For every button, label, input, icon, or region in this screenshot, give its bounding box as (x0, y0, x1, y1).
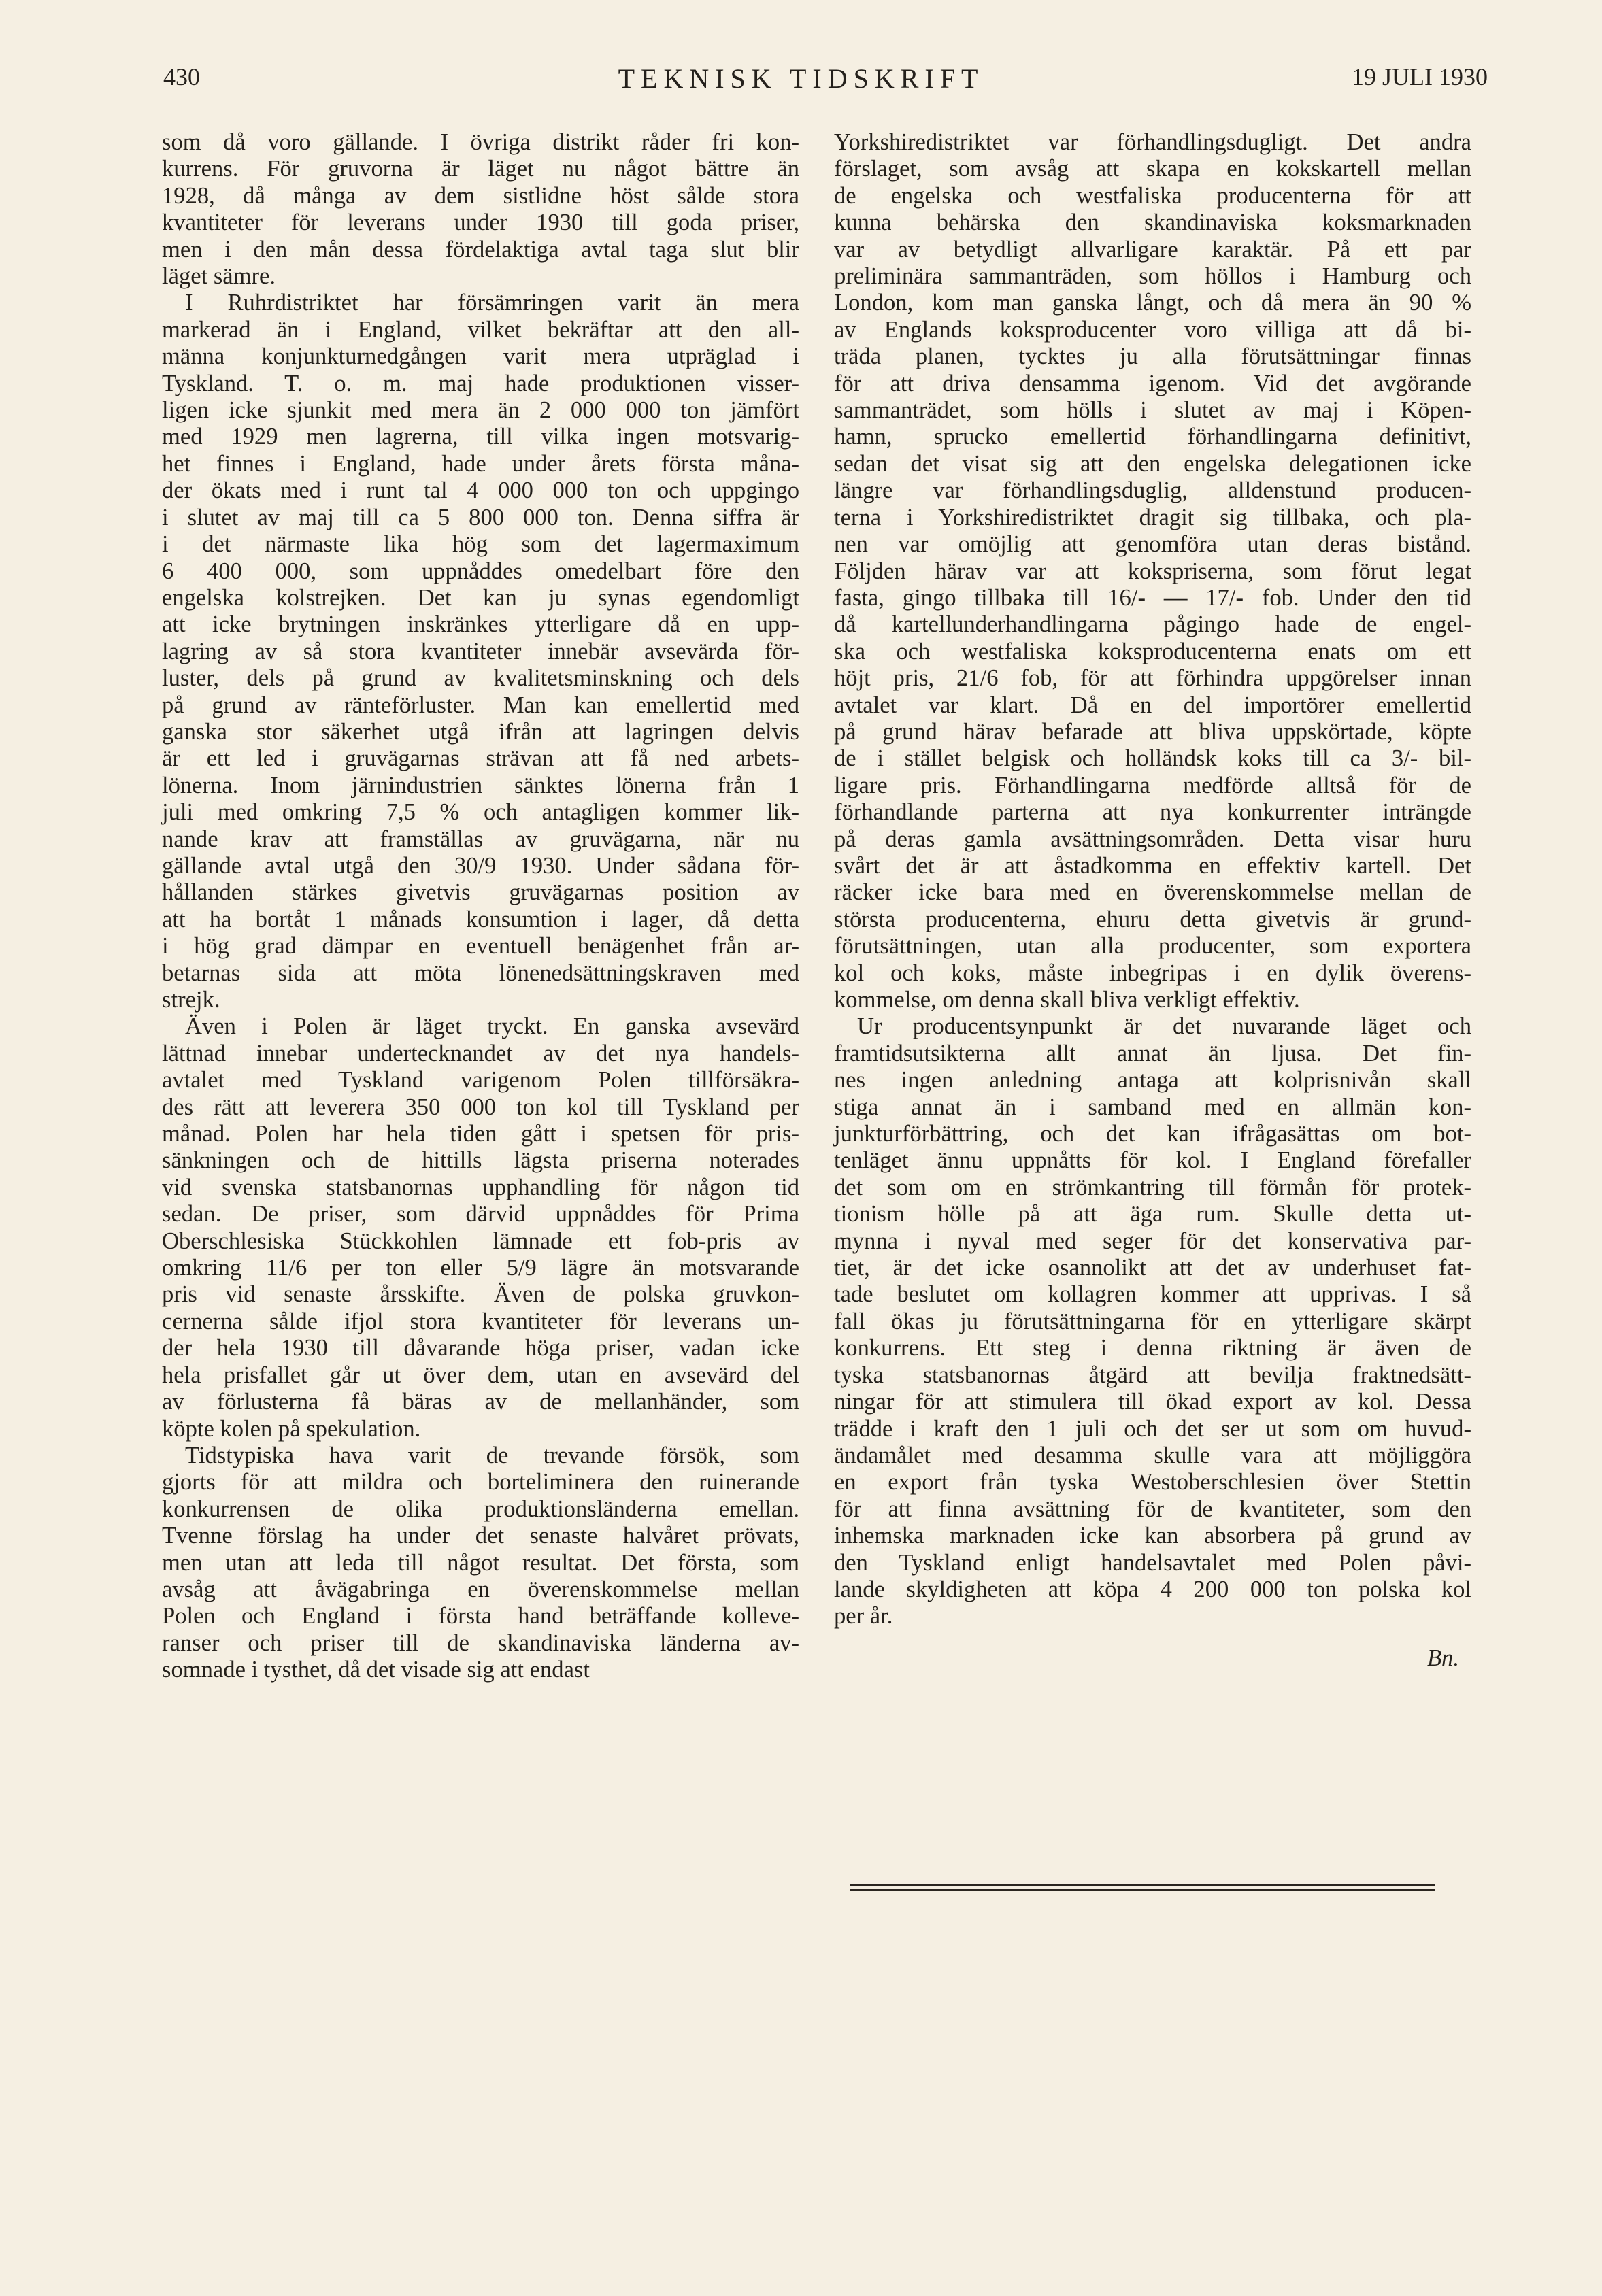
text-line: de i stället belgisk och holländsk koks till ca 3/- bil- (834, 745, 1471, 772)
text-line: ligare pris. Förhandlingarna medförde alltså för de (834, 772, 1471, 798)
text-line: het finnes i England, hade under årets första måna- (162, 450, 799, 477)
text-line: konkurrensen de olika produktionsländerna emellan. (162, 1496, 799, 1522)
text-line: svårt det är att åstadkomma en effektiv kartell. Det (834, 852, 1471, 879)
text-line: lagring av så stora kvantiteter innebär avsevärda för- (162, 638, 799, 664)
text-line: tade beslutet om kollagren kommer att upprivas. I så (834, 1281, 1471, 1308)
text-line: engelska kolstrejken. Det kan ju synas egendomligt (162, 584, 799, 611)
text-line: höjt pris, 21/6 fob, för att förhindra uppgörelser innan (834, 665, 1471, 692)
text-line: sedan. De priser, som därvid uppnåddes för Prima (162, 1201, 799, 1228)
text-line: sänkningen och de hittills lägsta priserna noterades (162, 1147, 799, 1174)
page-header (0, 63, 1602, 103)
text-line: nes ingen anledning antaga att kolprisnivån skall (834, 1067, 1471, 1094)
text-line: ningar för att stimulera till ökad export av kol. Dessa (834, 1389, 1471, 1415)
text-line: inhemska marknaden icke kan absorbera på grund av (834, 1523, 1471, 1549)
text-line: Tvenne förslag ha under det senaste halvåret prövats, (162, 1523, 799, 1549)
text-line: av förlusterna få bäras av de mellanhänder, som (162, 1389, 799, 1415)
text-line: Tidstypiska hava varit de trevande försök, som (185, 1442, 799, 1468)
text-line: tiet, är det icke osannolikt att det av underhuset fat- (834, 1255, 1471, 1281)
text-line: fasta, gingo tillbaka till 16/- — 17/- fob. Under den tid (834, 584, 1471, 611)
text-line: förutsättningen, utan alla producenter, som exportera (834, 933, 1471, 960)
text-line: avtalet med Tyskland varigenom Polen tillförsäkra- (162, 1067, 799, 1094)
text-line: Polen och England i första hand beträffande kolleve- (162, 1603, 799, 1630)
text-line: en export från tyska Westoberschlesien över Stettin (834, 1469, 1471, 1496)
text-line: tyska statsbanornas åtgärd att bevilja fraktnedsätt- (834, 1362, 1471, 1388)
text-line: avtalet var klart. Då en del importörer emellertid (834, 692, 1471, 718)
text-line: på deras gamla avsättningsområden. Detta visar huru (834, 826, 1471, 852)
text-line: hamn, sprucko emellertid förhandlingarna definitivt, (834, 424, 1471, 450)
text-line: de engelska och westfaliska producenterna för att (834, 182, 1471, 209)
text-line: gjorts för att mildra och borteliminera den ruinerande (162, 1469, 799, 1496)
text-line: framtidsutsikterna allt annat än ljusa. Det fin- (834, 1040, 1471, 1066)
text-line: nen var omöjlig att genomföra utan deras bistånd. (834, 531, 1471, 558)
text-line: tenläget ännu uppnåtts för kol. I England förefaller (834, 1147, 1471, 1174)
signature-text: Bn. (1426, 1644, 1459, 1671)
text-line: att icke brytningen inskränkes ytterligare då en upp- (162, 611, 799, 638)
text-line: vid svenska statsbanornas upphandling för någon tid (162, 1174, 799, 1200)
text-line: somnade i tysthet, då det visade sig att endast (162, 1657, 590, 1683)
author-signature (834, 1645, 1471, 1672)
text-line: Följden härav var att kokspriserna, som förut legat (834, 558, 1471, 584)
left-text-column (162, 129, 799, 1684)
text-line: sedan det visat sig att den engelska delegationen icke (834, 450, 1471, 477)
text-line: ranser och priser till de skandinaviska länderna av- (162, 1630, 799, 1656)
text-line: på grund härav befarade att bliva uppskörtade, köpte (834, 718, 1471, 745)
text-line: London, kom man ganska långt, och då mera än 90 % (834, 290, 1471, 316)
text-line: I Ruhrdistriktet har försämringen varit än mera (185, 290, 799, 316)
text-line: räcker icke bara med en överenskommelse mellan de (834, 879, 1471, 906)
text-line: den Tyskland enligt handelsavtalet med Polen påvi- (834, 1549, 1471, 1576)
text-line: att ha bortåt 1 månads konsumtion i lager, då detta (162, 906, 799, 932)
text-line: ganska stor säkerhet utgå ifrån att lagringen delvis (162, 718, 799, 745)
issue-date: 19 JULI 1930 (1352, 63, 1488, 90)
text-line: största producenterna, ehuru detta givetvis är grund- (834, 906, 1471, 932)
text-line: förslaget, som avsåg att skapa en kokskartell mellan (834, 156, 1471, 182)
text-line: hållanden stärkes givetvis gruvägarnas position av (162, 879, 799, 906)
text-line: på grund av ränteförluster. Man kan emellertid med (162, 692, 799, 718)
text-line: då kartellunderhandlingarna pågingo hade de engel- (834, 611, 1471, 638)
text-line: lättnad innebar undertecknandet av det nya handels- (162, 1040, 799, 1066)
text-line: trädde i kraft den 1 juli och det ser ut som om huvud- (834, 1415, 1471, 1442)
text-line: men i den mån dessa fördelaktiga avtal taga slut blir (162, 236, 799, 263)
text-line: der ökats med i runt tal 4 000 000 ton och uppgingo (162, 477, 799, 504)
text-line: läget sämre. (162, 263, 276, 290)
text-line: mynna i nyval med seger för det konservativa par- (834, 1228, 1471, 1254)
text-line: kurrens. För gruvorna är läget nu något bättre än (162, 156, 799, 182)
page-number: 430 (163, 63, 200, 90)
text-line: cernerna sålde ifjol stora kvantiteter för leverans un- (162, 1308, 799, 1334)
text-line: för att finna avsättning för de kvantiteter, som den (834, 1496, 1471, 1522)
right-text-column (834, 129, 1471, 1672)
text-line: träda planen, tycktes ju alla förutsättningar finnas (834, 343, 1471, 370)
text-line: 6 400 000, som uppnåddes omedelbart före den (162, 558, 799, 584)
text-line: i slutet av maj till ca 5 800 000 ton. Denna siffra är (162, 504, 799, 530)
text-line: per år. (834, 1603, 893, 1630)
text-line: avsåg att åvägabringa en överenskommelse mellan (162, 1576, 799, 1602)
text-line: som då voro gällande. I övriga distrikt råder fri kon- (162, 129, 799, 155)
text-line: omkring 11/6 per ton eller 5/9 lägre än motsvarande (162, 1255, 799, 1281)
text-line: Tyskland. T. o. m. maj hade produktionen visser- (162, 370, 799, 396)
text-line: av Englands koksproducenter voro villiga att då bi- (834, 316, 1471, 343)
text-line: junkturförbättring, och det kan ifrågasättas om bot- (834, 1121, 1471, 1147)
text-line: gällande avtal utgå den 30/9 1930. Under sådana för- (162, 852, 799, 879)
text-line: lande skyldigheten att köpa 4 200 000 ton polska kol (834, 1576, 1471, 1602)
text-line: sammanträdet, som hölls i slutet av maj i Köpen- (834, 397, 1471, 424)
text-line: kommelse, om denna skall bliva verkligt effektiv. (834, 987, 1300, 1013)
text-line: med 1929 men lagrerna, till vilka ingen motsvarig- (162, 424, 799, 450)
journal-title: TEKNISK TIDSKRIFT (618, 63, 984, 94)
text-line: hela prisfallet går ut över dem, utan en avsevärd del (162, 1362, 799, 1388)
text-line: pris vid senaste årsskifte. Även de polska gruvkon- (162, 1281, 799, 1308)
text-line: Ur producentsynpunkt är det nuvarande läget och (857, 1013, 1471, 1040)
text-line: det som om en strömkantring till förmån för protek- (834, 1174, 1471, 1200)
text-line: konkurrens. Ett steg i denna riktning är även de (834, 1335, 1471, 1362)
text-line: Även i Polen är läget tryckt. En ganska avsevärd (185, 1013, 799, 1040)
text-line: i det närmaste lika hög som det lagermaximum (162, 531, 799, 558)
text-line: lönerna. Inom järnindustrien sänktes lönerna från 1 (162, 772, 799, 798)
text-line: juli med omkring 7,5 % och antagligen kommer lik- (162, 799, 799, 826)
text-line: för att driva densamma igenom. Vid det avgörande (834, 370, 1471, 396)
text-line: förhandlande parterna att nya konkurrenter inträngde (834, 799, 1471, 826)
text-line: var av betydligt allvarligare karaktär. På ett par (834, 236, 1471, 263)
text-line: i hög grad dämpar en eventuell benägenhet från ar- (162, 933, 799, 960)
text-line: betarnas sida att möta lönenedsättningskraven med (162, 960, 799, 986)
text-line: ändamålet med desamma skulle vara att möjliggöra (834, 1442, 1471, 1468)
text-line: Yorkshiredistriktet var förhandlingsdugligt. Det andra (834, 129, 1471, 155)
text-line: längre var förhandlingsduglig, alldenstund producen- (834, 477, 1471, 504)
text-line: månad. Polen har hela tiden gått i spetsen för pris- (162, 1121, 799, 1147)
text-line: terna i Yorkshiredistriktet dragit sig tillbaka, och pla- (834, 504, 1471, 530)
text-line: markerad än i England, vilket bekräftar att den all- (162, 316, 799, 343)
text-line: fall ökas ju förutsättningarna för en ytterligare skärpt (834, 1308, 1471, 1334)
text-line: är ett led i gruvägarnas strävan att få ned arbets- (162, 745, 799, 772)
text-line: ska och westfaliska koksproducenterna enats om ett (834, 638, 1471, 664)
text-line: men utan att leda till något resultat. Det första, som (162, 1549, 799, 1576)
text-line: preliminära sammanträden, som höllos i Hamburg och (834, 263, 1471, 290)
text-line: strejk. (162, 987, 220, 1013)
text-line: luster, dels på grund av kvalitetsminskning och dels (162, 665, 799, 692)
text-line: ligen icke sjunkit med mera än 2 000 000 ton jämfört (162, 397, 799, 424)
text-line: des rätt att leverera 350 000 ton kol till Tyskland per (162, 1094, 799, 1120)
text-line: nande krav att framställas av gruvägarna, när nu (162, 826, 799, 852)
text-line: Oberschlesiska Stückkohlen lämnade ett fob-pris av (162, 1228, 799, 1254)
text-line: kvantiteter för leverans under 1930 till goda priser, (162, 209, 799, 236)
text-line: männa konjunkturnedgången varit mera utpräglad i (162, 343, 799, 370)
text-line: stiga annat än i samband med en allmän kon- (834, 1094, 1471, 1120)
text-line: kol och koks, måste inbegripas i en dylik överens- (834, 960, 1471, 986)
text-line: köpte kolen på spekulation. (162, 1415, 421, 1442)
text-line: der hela 1930 till dåvarande höga priser, vadan icke (162, 1335, 799, 1362)
article-end-rule (850, 1884, 1435, 1891)
text-line: kunna behärska den skandinaviska koksmarknaden (834, 209, 1471, 236)
text-line: 1928, då många av dem sistlidne höst sålde stora (162, 182, 799, 209)
text-line: tionism hölle på att äga rum. Skulle detta ut- (834, 1201, 1471, 1228)
